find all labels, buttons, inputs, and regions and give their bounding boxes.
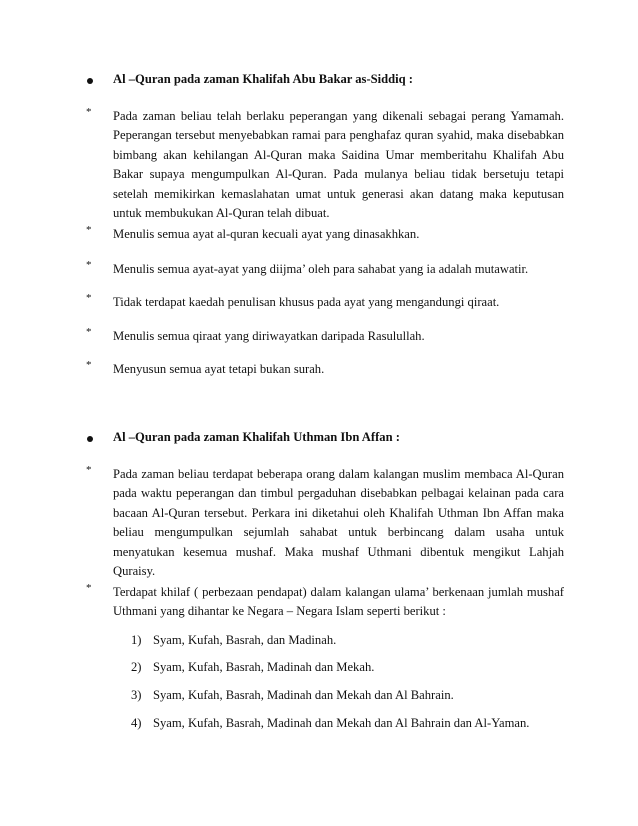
paragraph-line: Terdapat khilaf ( perbezaan pendapat) dalam kalangan ulama’ berkenaan jumlah mushaf: [113, 585, 564, 599]
section-heading-abu-bakar: [87, 72, 567, 92]
numbered-item: [131, 660, 374, 675]
asterisk-bullet-icon: *: [86, 259, 92, 271]
paragraph-line: Quraisy.: [113, 563, 156, 578]
paragraph-line: bacaan Al-Quran tersebut. Perkara ini diketahui oleh Khalifah Uthman Ibn Affan maka: [113, 505, 564, 520]
list-item: [86, 360, 566, 379]
numbered-item: [131, 633, 336, 648]
paragraph-line: setelah memikirkan kemaslahatan umat untuk generasi akan datang maka keputusan: [113, 186, 564, 201]
list-item: [86, 583, 566, 622]
item-text: Menulis semua ayat-ayat yang diijma’ oleh para sahabat yang ia adalah mutawatir.: [113, 262, 529, 276]
item-text: Syam, Kufah, Basrah, Madinah dan Mekah dan Al Bahrain.: [153, 688, 454, 702]
paragraph-line: untuk membukukan Al-Quran telah dibuat.: [113, 205, 330, 220]
asterisk-bullet-icon: *: [86, 359, 92, 371]
item-text: Syam, Kufah, Basrah, dan Madinah.: [153, 633, 337, 647]
heading-text: Al –Quran pada zaman Khalifah Abu Bakar as-Siddiq :: [113, 72, 414, 86]
asterisk-bullet-icon: *: [86, 224, 92, 236]
bullet-dot-icon: [87, 78, 93, 84]
list-item: [86, 260, 566, 279]
item-number: 3): [131, 688, 142, 702]
item-text: Menulis semua ayat al-quran kecuali ayat yang dinasakhkan.: [113, 227, 420, 241]
list-item: [86, 293, 566, 312]
paragraph-line: beliau mengumpulkan sejumlah sahabat untuk berbincang dalam usaha untuk: [113, 525, 564, 540]
bullet-dot-icon: [87, 436, 93, 442]
heading-text: Al –Quran pada zaman Khalifah Uthman Ibn Affan :: [113, 430, 400, 444]
item-number: 1): [131, 633, 142, 647]
asterisk-bullet-icon: *: [86, 582, 92, 594]
item-text: Syam, Kufah, Basrah, Madinah dan Mekah.: [153, 660, 375, 674]
list-item: [86, 107, 566, 223]
list-item: [86, 225, 566, 244]
asterisk-bullet-icon: *: [86, 106, 92, 118]
numbered-item: [131, 688, 454, 703]
paragraph-line: bimbang akan kehilangan Al-Quran maka Saidina Umar memberitahu Khalifah Abu: [113, 147, 564, 162]
asterisk-bullet-icon: *: [86, 464, 92, 476]
numbered-item: [131, 716, 529, 731]
asterisk-bullet-icon: *: [86, 292, 92, 304]
item-number: 4): [131, 716, 142, 730]
paragraph-line: Bakar supaya mengumpulkan Al-Quran. Pada mulanya beliau tidak bersetuju tetapi: [113, 167, 564, 182]
paragraph-line: menyatukan kesemua mushaf. Maka mushaf Uthmani dibentuk mengikut Lahjah: [113, 544, 564, 559]
paragraph: [113, 107, 564, 223]
item-number: 2): [131, 660, 142, 674]
item-text: Tidak terdapat kaedah penulisan khusus pada ayat yang mengandungi qiraat.: [113, 295, 500, 309]
section-heading-uthman: [87, 430, 567, 450]
paragraph-line: Pada zaman beliau telah berlaku peperangan yang dikenali sebagai perang Yamamah.: [113, 109, 564, 123]
paragraph-line: Pada zaman beliau terdapat beberapa orang dalam kalangan muslim membaca Al-Quran: [113, 467, 564, 481]
paragraph: [113, 583, 564, 622]
item-text: Menyusun semua ayat tetapi bukan surah.: [113, 362, 325, 376]
list-item: [86, 327, 566, 346]
item-text: Menulis semua qiraat yang diriwayatkan daripada Rasulullah.: [113, 329, 425, 343]
asterisk-bullet-icon: *: [86, 326, 92, 338]
paragraph: [113, 465, 564, 581]
item-text: Syam, Kufah, Basrah, Madinah dan Mekah dan Al Bahrain dan Al-Yaman.: [153, 716, 530, 730]
list-item: [86, 465, 566, 581]
paragraph-line: Uthmani yang dihantar ke Negara – Negara Islam seperti berikut :: [113, 604, 446, 619]
paragraph-line: pada waktu peperangan dan timbul pergaduhan disebabkan pelbagai kelainan pada cara: [113, 486, 564, 501]
paragraph-line: Peperangan tersebut menyebabkan ramai para penghafaz quran syahid, maka disebabkan: [113, 128, 564, 143]
